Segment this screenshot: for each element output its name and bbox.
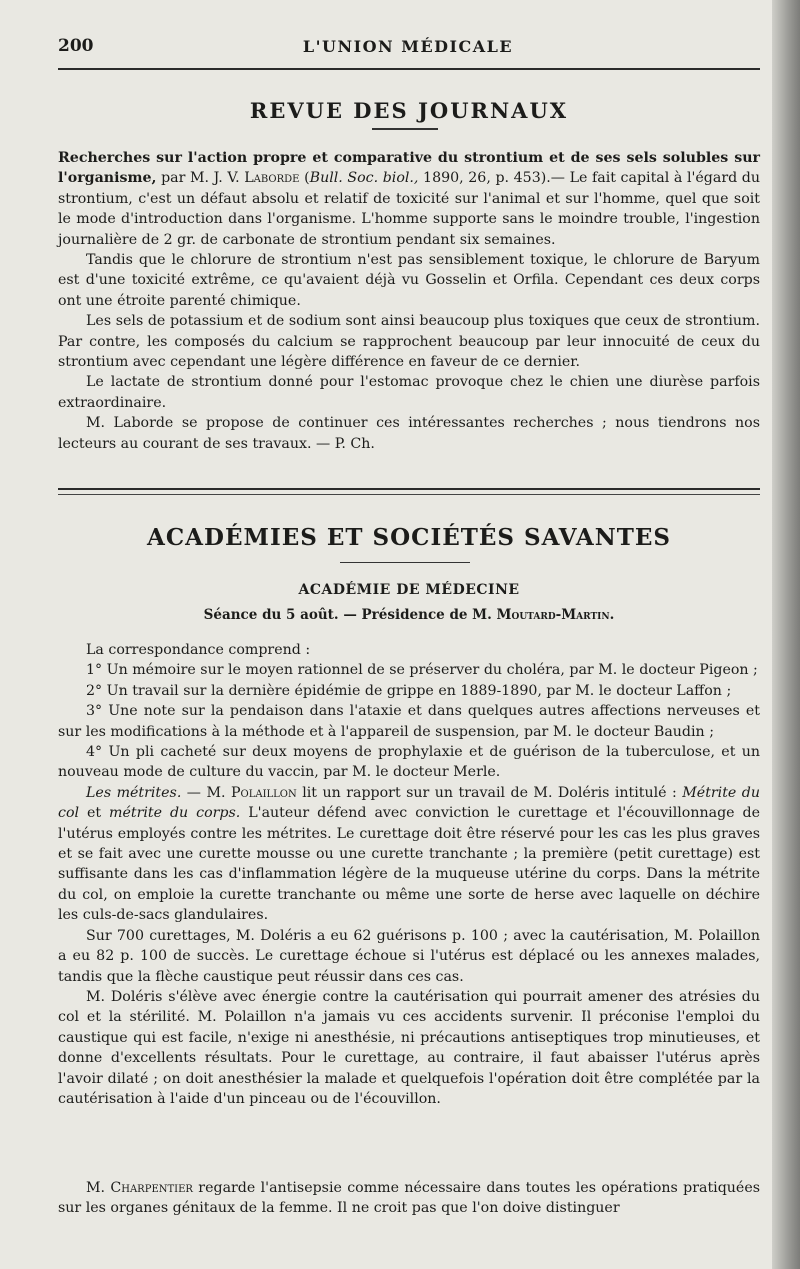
author-name: Laborde <box>244 170 300 187</box>
article-paragraph-3: Les sels de potassium et de sodium sont ainsi beaucoup plus toxiques que ceux de strontium. Par contre, les composés du calcium se rapprochent beaucoup par leur innocuité de ceux du strontium avec cependant une légère différence en faveur de ce dernier. <box>58 313 760 371</box>
academies-underline <box>340 562 470 563</box>
citation-paren: ( <box>299 170 310 187</box>
academie-subtitle: ACADÉMIE DE MÉDECINE <box>298 582 520 598</box>
metrites-paragraph <box>58 783 760 926</box>
metrites-and: et <box>79 805 110 822</box>
article-paragraph-1: — Le fait capital à l'égard du strontium, c'est un défaut absolu et relatif de toxicité sur l'animal et sur l'homme, quel que soit le mode d'introduction dans l'organisme. L'homme supporte sans le moindre trouble, l'ingestion journalière de 2 gr. de carbonate de strontium pendant six semaines. <box>58 170 761 248</box>
charpentier-text: regarde l'antisepsie comme nécessaire dans toutes les opérations pratiquées sur les organes génitaux de la femme. Il ne croit pas que l'on doive distinguer <box>58 1180 760 1217</box>
article-paragraph-5: M. Laborde se propose de continuer ces intéressantes recherches ; nous tiendrons nos lecteurs au courant de ses travaux. — P. Ch. <box>58 415 760 452</box>
academies-section-title: ACADÉMIES ET SOCIÉTÉS SAVANTES <box>147 524 671 551</box>
seance-president: Moutard-Martin. <box>496 607 615 623</box>
section-divider-top <box>58 488 760 490</box>
byline: par M. J. V. <box>156 170 245 187</box>
curettages-paragraph: Sur 700 curettages, M. Doléris a eu 62 guérisons p. 100 ; avec la cautérisation, M. Polaillon a eu 82 p. 100 de succès. Le curettage échoue si l'utérus est déplacé ou les annexes malades, tandis que la flèche caustique peut réussir dans ces cas. <box>58 927 760 985</box>
revue-article <box>58 148 760 480</box>
book-gutter-shadow <box>772 0 800 1269</box>
article-paragraph-4: Le lactate de strontium donné pour l'estomac provoque chez le chien une diurèse parfois extraordinaire. <box>58 374 760 411</box>
metrites-title-a: Métrite du col <box>58 784 760 822</box>
citation-journal: Bull. Soc. biol., <box>309 170 419 187</box>
charpentier-block <box>58 1178 760 1222</box>
revue-section-title: REVUE DES JOURNAUX <box>249 98 569 123</box>
charpentier-paragraph <box>58 1178 760 1219</box>
correspondance-item-2: 2° Un travail sur la dernière épidémie de grippe en 1889-1890, par M. le docteur Laffon ; <box>86 682 732 699</box>
section-divider-bottom <box>58 494 760 495</box>
article-paragraph-2: Tandis que le chlorure de strontium n'est pas sensiblement toxique, le chlorure de Baryum est d'une toxicité extrême, ce qu'avaient déjà vu Gosselin et Orfila. Cependant ces deux corps ont une étroite parenté chimique. <box>58 252 760 309</box>
seance-line <box>58 607 760 623</box>
correspondance-intro: La correspondance comprend : <box>86 642 311 658</box>
article-title: Recherches sur l'action propre et comparative du strontium et de ses sels solubles sur l'organisme, <box>58 150 760 187</box>
seance-date: Séance du 5 août. — Présidence de M. <box>203 607 497 623</box>
doleris-paragraph: M. Doléris s'élève avec énergie contre la cautérisation qui pourrait amener des atrésies du col et la stérilité. M. Polaillon n'a jamais vu ces accidents survenir. Il préconise l'emploi du caustique qui est facile, n'exige ni anesthésie, ni précautions antiseptiques trop minutieuses, et donne d'excellents résultats. Pour le curettage, au contraire, il faut abaisser l'utérus après l'avoir dilaté ; on doit anesthésier la malade et quelquefois l'opération doit être complétée par la cautérisation à l'aide d'un pinceau ou de l'écouvillon. <box>58 988 760 1107</box>
page-number: 200 <box>58 36 94 56</box>
metrites-mid: lit un rapport sur un travail de M. Doléris intitulé : <box>296 784 683 801</box>
title-underline <box>372 128 438 130</box>
charpentier-author: M. Charpentier <box>86 1180 193 1196</box>
metrites-title-b: métrite du corps. <box>109 805 241 822</box>
metrites-dash: — M. <box>181 784 231 801</box>
correspondance-item-1: 1° Un mémoire sur le moyen rationnel de se préserver du choléra, par M. le docteur Pigeon ; <box>86 662 758 679</box>
running-title: L'UNION MÉDICALE <box>302 37 514 56</box>
article-heading <box>58 148 760 250</box>
header-rule <box>58 68 760 70</box>
correspondance-item-4: 4° Un pli cacheté sur deux moyens de prophylaxie et de guérison de la tuberculose, et un nouveau mode de culture du vaccin, par M. le docteur Merle. <box>58 744 760 781</box>
correspondance-item-3: 3° Une note sur la pendaison dans l'ataxie et dans quelques autres affections nerveuses et sur les modifications à la méthode et à l'appareil de suspension, par M. le docteur Baudin ; <box>58 703 760 740</box>
page-header <box>58 36 758 60</box>
metrites-label: Les métrites. <box>86 784 182 801</box>
academie-body <box>58 640 760 1160</box>
citation-rest: 1890, 26, p. 453). <box>418 170 551 187</box>
metrites-author: Polaillon <box>230 784 297 801</box>
metrites-rest: L'auteur défend avec conviction le curettage et l'écouvillonnage de l'utérus employés contre les métrites. Le curettage doit être réservé pour les cas les plus graves et se fait avec une curette mousse ou une curette tranchante ; la première (petit curettage) est suffisante dans les cas d'inflammation légère de la muqueuse utérine du corps. Dans la métrite du col, on emploie la curette tranchante ou même une sorte de herse avec laquelle on déchire les culs-de-sacs glandulaires. <box>58 805 760 924</box>
